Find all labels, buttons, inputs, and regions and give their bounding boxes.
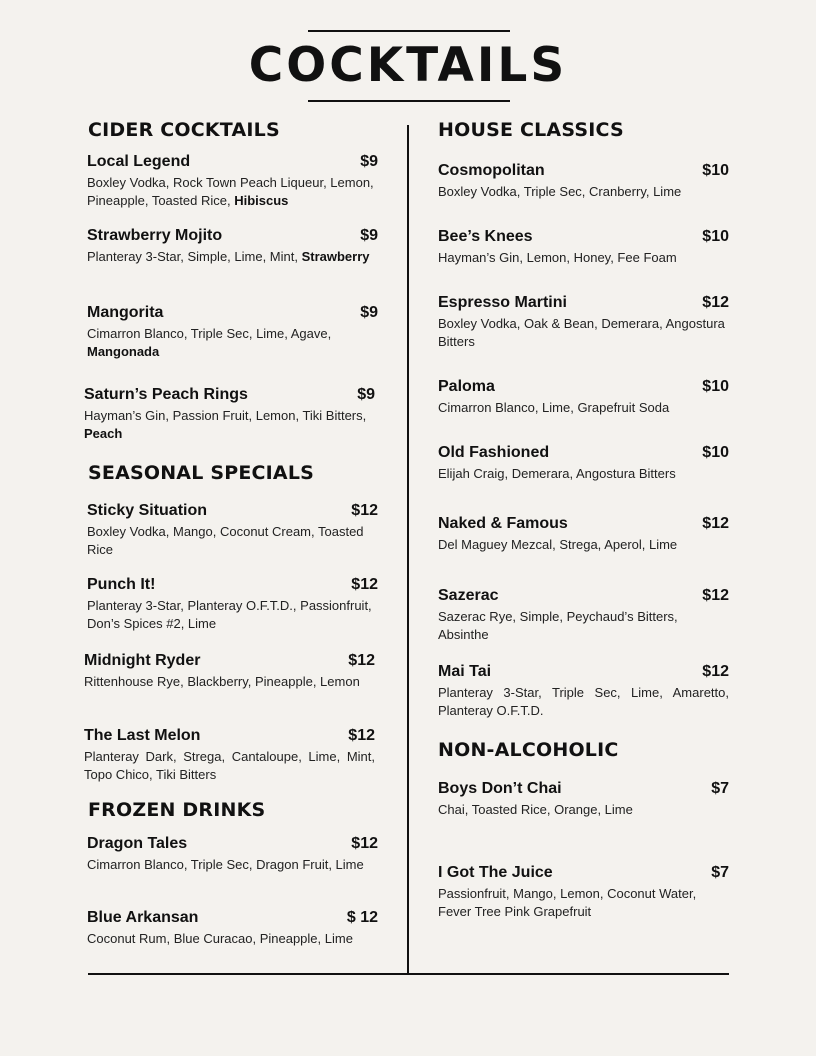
item-description: Boxley Vodka, Rock Town Peach Liqueur, Lemon, Pineapple, Toasted Rice, Hibiscus [87,175,374,208]
bottom-rule [88,973,729,975]
item-description: Coconut Rum, Blue Curacao, Pineapple, Lime [87,931,353,946]
item-price: $12 [348,652,375,669]
item-name: Bee’s Knees [438,228,533,245]
item-description: Chai, Toasted Rice, Orange, Lime [438,802,633,817]
item-description: Boxley Vodka, Mango, Coconut Cream, Toasted Rice [87,524,364,557]
item-description: Planteray Dark, Strega, Cantaloupe, Lime, Mint, Topo Chico, Tiki Bitters [84,749,375,782]
section-title-frozen-drinks: FROZEN DRINKS [88,799,266,821]
item-price: $12 [702,587,729,604]
item-name: Naked & Famous [438,515,568,532]
menu-item-dragon-tales [87,834,378,894]
menu-item-the-last-melon [84,726,375,786]
menu-item-strawberry-mojito [87,226,378,286]
item-price: $9 [357,386,375,403]
item-name: Punch It! [87,576,156,593]
item-price: $12 [702,515,729,532]
item-description: Cimarron Blanco, Triple Sec, Dragon Fruit, Lime [87,857,364,872]
menu-item-bees-knees [438,227,729,272]
item-name: Mai Tai [438,663,492,680]
menu-item-saturns-peach-rings [84,385,375,445]
item-description: Boxley Vodka, Triple Sec, Cranberry, Lime [438,184,682,199]
menu-item-local-legend [87,152,378,212]
menu-item-punch-it [87,575,378,635]
item-description: Sazerac Rye, Simple, Peychaud’s Bitters, Absinthe [438,609,678,642]
menu-item-boys-dont-chai [438,779,729,824]
item-price: $10 [702,228,729,245]
item-price: $12 [702,663,729,680]
menu-item-blue-arkansan [87,908,378,953]
item-price: $10 [702,162,729,179]
column-divider [407,125,409,974]
item-description: Boxley Vodka, Oak & Bean, Demerara, Angostura Bitters [438,316,725,349]
item-description: Hayman’s Gin, Lemon, Honey, Fee Foam [438,250,677,265]
item-description: Planteray 3-Star, Simple, Lime, Mint, Strawberry [87,249,370,264]
item-description: Planteray 3-Star, Planteray O.F.T.D., Passionfruit, Don’s Spices #2, Lime [87,598,372,631]
item-name: Local Legend [87,153,191,170]
item-description: Rittenhouse Rye, Blackberry, Pineapple, Lemon [84,674,360,689]
menu-item-mai-tai [438,662,729,722]
menu-item-naked-famous [438,514,729,559]
item-name: Boys Don’t Chai [438,780,562,797]
item-name: Sticky Situation [87,502,208,519]
item-description: Planteray 3-Star, Triple Sec, Lime, Amaretto, Planteray O.F.T.D. [438,685,729,718]
title-bottom-rule [308,100,510,102]
item-price: $12 [351,835,378,852]
item-name: Espresso Martini [438,294,567,311]
item-name: Dragon Tales [87,835,188,852]
item-name: Mangorita [87,304,164,321]
item-price: $12 [351,576,378,593]
menu-item-cosmopolitan [438,161,729,206]
menu-item-old-fashioned [438,443,729,488]
title-top-rule [308,30,510,32]
item-highlight: Peach [84,426,123,441]
item-price: $9 [360,153,378,170]
item-name: Cosmopolitan [438,162,545,179]
menu-item-sazerac [438,586,729,646]
section-title-house-classics: HOUSE CLASSICS [438,119,624,141]
item-name: Blue Arkansan [87,909,199,926]
menu-item-espresso-martini [438,293,729,353]
item-price: $9 [360,304,378,321]
item-price: $9 [360,227,378,244]
item-name: I Got The Juice [438,864,553,881]
item-name: Strawberry Mojito [87,227,223,244]
item-name: The Last Melon [84,727,201,744]
item-description: Cimarron Blanco, Lime, Grapefruit Soda [438,400,670,415]
item-price: $7 [711,780,729,797]
item-name: Paloma [438,378,495,395]
item-highlight: Strawberry [301,249,370,264]
item-description: Cimarron Blanco, Triple Sec, Lime, Agave, Mangonada [87,326,332,359]
section-title-non-alcoholic: NON-ALCOHOLIC [438,739,619,761]
menu-item-midnight-ryder [84,651,375,711]
item-price: $10 [702,378,729,395]
item-name: Midnight Ryder [84,652,201,669]
item-description: Del Maguey Mezcal, Strega, Aperol, Lime [438,537,678,552]
item-description: Hayman’s Gin, Passion Fruit, Lemon, Tiki Bitters, Peach [84,408,367,441]
section-title-cider-cocktails: CIDER COCKTAILS [88,119,280,141]
menu-item-sticky-situation [87,501,378,561]
item-price: $ 12 [346,909,378,926]
page-title: COCKTAILS [248,38,568,93]
menu-item-paloma [438,377,729,422]
item-name: Sazerac [438,587,499,604]
item-highlight: Hibiscus [234,193,289,208]
item-highlight: Mangonada [87,344,160,359]
item-name: Saturn’s Peach Rings [84,386,248,403]
item-name: Old Fashioned [438,444,550,461]
item-price: $12 [351,502,378,519]
item-price: $12 [702,294,729,311]
item-price: $7 [711,864,729,881]
menu-item-i-got-the-juice [438,863,729,923]
item-price: $10 [702,444,729,461]
section-title-seasonal-specials: SEASONAL SPECIALS [88,462,315,484]
item-description: Passionfruit, Mango, Lemon, Coconut Water, Fever Tree Pink Grapefruit [438,886,697,919]
item-price: $12 [348,727,375,744]
item-description: Elijah Craig, Demerara, Angostura Bitters [438,466,676,481]
menu-item-mangorita [87,303,378,363]
